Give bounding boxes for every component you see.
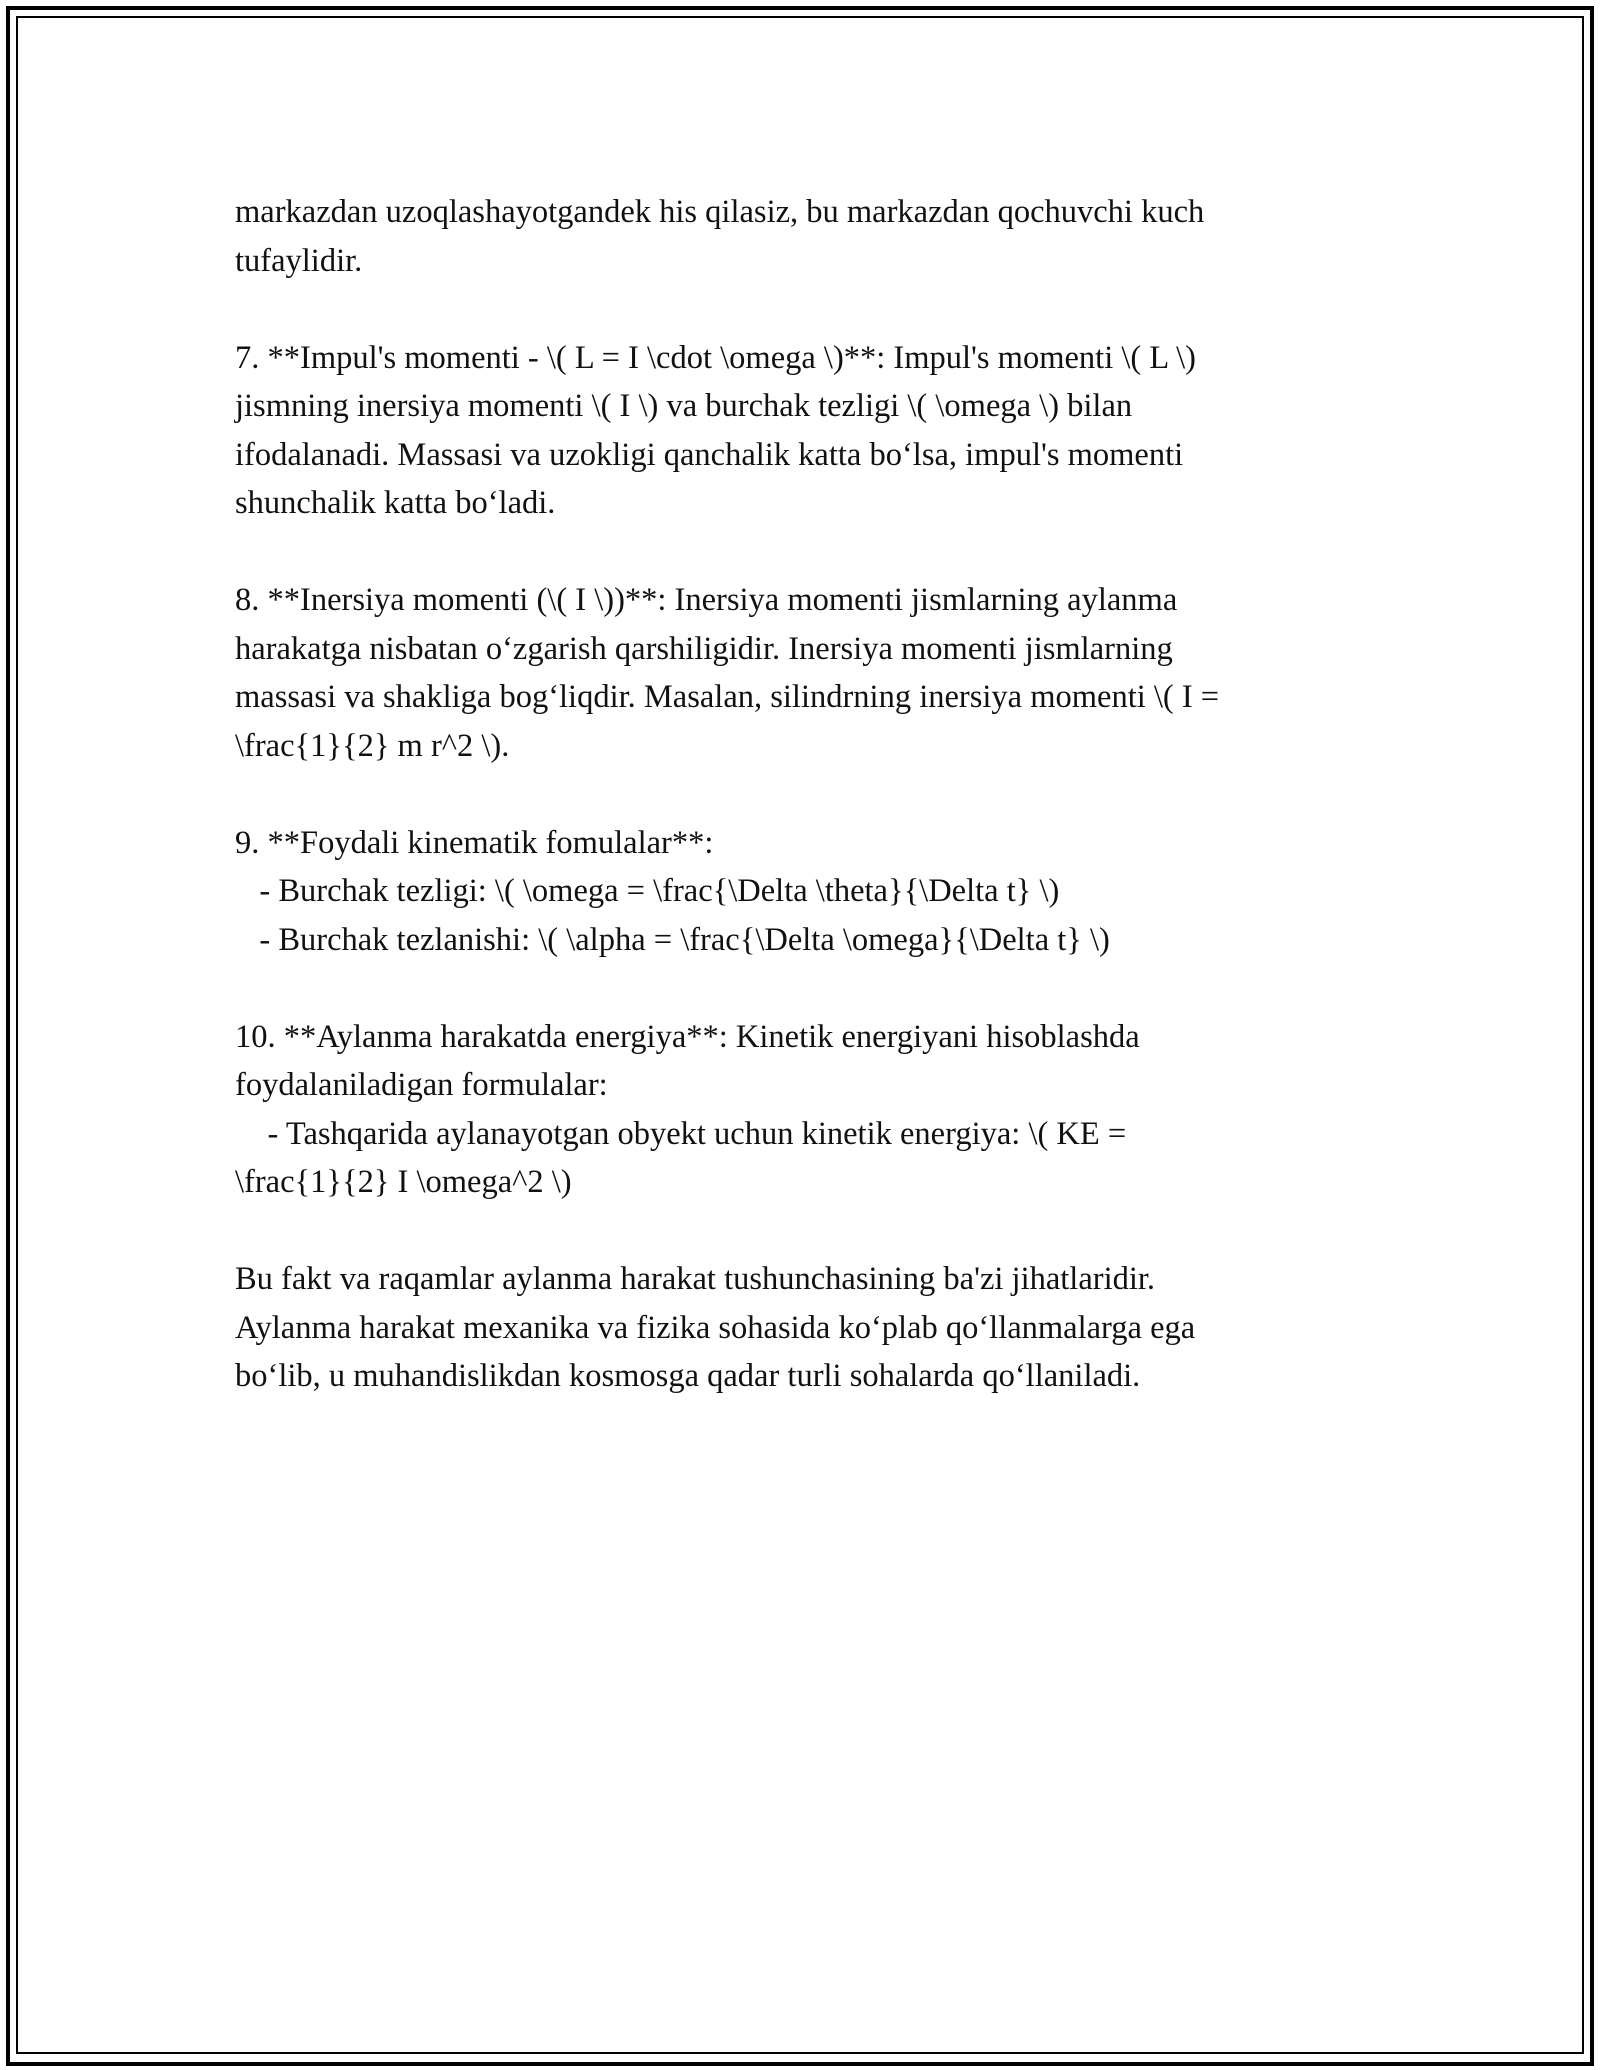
text-line: shunchalik katta bo‘ladi.: [235, 485, 556, 521]
paragraph-continuation: [235, 188, 1375, 285]
paragraph-item-7: [235, 334, 1375, 528]
text-line: Aylanma harakat mexanika va fizika sohasida ko‘plab qo‘llanmalarga ega: [235, 1309, 1196, 1346]
document-body: [235, 188, 1375, 1449]
paragraph-item-9: [235, 819, 1375, 965]
text-line: - Burchak tezlanishi: \( \alpha = \frac{\Delta \omega}{\Delta t} \): [235, 921, 1110, 958]
text-line: massasi va shakliga bog‘liqdir. Masalan, silindrning inersiya momenti \( I =: [235, 679, 1220, 715]
paragraph-item-8: [235, 576, 1375, 770]
paragraph-item-10: [235, 1013, 1375, 1207]
text-line: bo‘lib, u muhandislikdan kosmosga qadar turli sohalarda qo‘llaniladi.: [235, 1358, 1141, 1394]
paragraph-conclusion: [235, 1255, 1375, 1401]
text-line: - Burchak tezligi: \( \omega = \frac{\Delta \theta}{\Delta t} \): [235, 873, 1060, 909]
text-line: - Tashqarida aylanayotgan obyekt uchun kinetik energiya: \( KE =: [235, 1115, 1127, 1152]
text-line: 10. **Aylanma harakatda energiya**: Kinetik energiyani hisoblashda: [235, 1018, 1140, 1055]
text-line: \frac{1}{2} m r^2 \).: [235, 727, 510, 764]
text-line: 8. **Inersiya momenti (\( I \))**: Inersiya momenti jismlarning aylanma: [235, 582, 1178, 618]
text-line: ifodalanadi. Massasi va uzokligi qanchalik katta bo‘lsa, impul's momenti: [235, 436, 1184, 473]
text-line: Bu fakt va raqamlar aylanma harakat tushunchasining ba'zi jihatlaridir.: [235, 1261, 1156, 1297]
text-line: harakatga nisbatan o‘zgarish qarshiligidir. Inersiya momenti jismlarning: [235, 630, 1173, 667]
text-line: foydalaniladigan formulalar:: [235, 1067, 608, 1103]
text-line: tufaylidir.: [235, 242, 363, 279]
text-line: 7. **Impul's momenti - \( L = I \cdot \omega \)**: Impul's momenti \( L \): [235, 339, 1196, 376]
text-line: jismning inersiya momenti \( I \) va burchak tezligi \( \omega \) bilan: [235, 388, 1133, 424]
text-line: \frac{1}{2} I \omega^2 \): [235, 1164, 572, 1200]
text-line: 9. **Foydali kinematik fomulalar**:: [235, 824, 714, 861]
text-line: markazdan uzoqlashayotgandek his qilasiz, bu markazdan qochuvchi kuch: [235, 194, 1205, 230]
